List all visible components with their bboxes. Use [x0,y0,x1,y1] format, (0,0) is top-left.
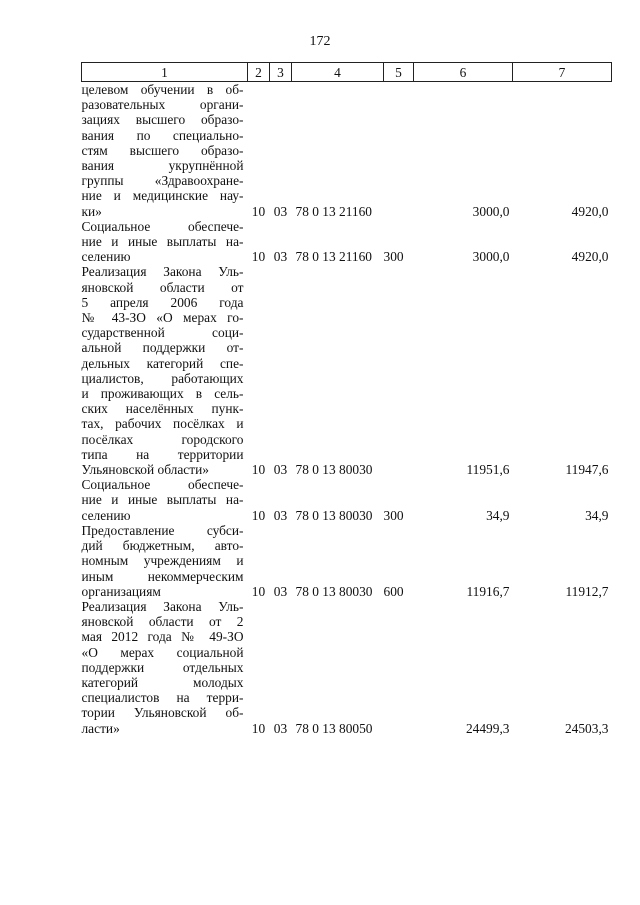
expense-type-code [384,264,414,477]
row-name-line: иным некоммерческим [81,568,244,584]
section-code: 10 [251,507,266,523]
row-name [82,599,248,736]
expense-type-code: 300 [383,507,404,523]
row-name-line: и проживающих в сель- [81,386,244,402]
row-name-line: дельных категорий спе- [81,355,244,371]
row-name-line: Предоставление субси- [81,522,244,538]
row-name-line: целевом обучении в об- [81,82,244,97]
amount-year-1: 3000,0 [472,203,510,219]
row-name-line: организациям [81,583,161,599]
row-name-line: посёлках городского [81,431,244,447]
row-name-line: селению [81,507,131,523]
row-name [82,219,248,265]
row-name-line: яновской области от [81,279,244,295]
row-name-line: типа на территории [81,446,244,462]
row-name [82,264,248,477]
table-header-row [82,63,612,82]
table-row [82,219,612,265]
subsection-code: 03 [273,507,288,523]
row-name-line: номным учреждениям и [81,553,244,569]
expense-type-code: 300 [383,249,404,265]
row-name-line: Социальное обеспече- [81,218,244,234]
row-name [82,477,248,523]
target-item-code: 78 0 13 21160 [295,249,372,265]
amount-year-1: 24499,3 [465,720,510,736]
row-name-line: дий бюджетным, авто- [81,538,244,554]
expense-type-code [384,599,414,736]
table-row [82,82,612,219]
amount-year-1: 11951,6 [466,462,510,478]
row-name-line: разовательных органи- [81,97,244,113]
row-name-line: Социальное обеспече- [81,477,244,493]
section-code: 10 [251,203,266,219]
row-name-line: категорий молодых [81,674,244,690]
expense-type-code [384,82,414,219]
column-header-2: 2 [248,63,270,82]
column-header-7: 7 [513,63,612,82]
amount-year-2: 4920,0 [571,203,609,219]
row-name-line: ние и иные выплаты на- [81,492,244,508]
row-name-line: вания по специально- [81,127,244,143]
row-name-line: поддержки отдельных [81,659,244,675]
row-name-line: мая 2012 года № 49-ЗО [81,629,244,645]
column-header-3: 3 [270,63,292,82]
section-code: 10 [251,249,266,265]
row-name-line: ки» [81,203,102,219]
subsection-code: 03 [273,462,288,478]
amount-year-2: 11947,6 [565,462,609,478]
target-item-code: 78 0 13 80030 [295,462,373,478]
row-name [82,523,248,599]
amount-year-1: 34,9 [486,507,510,523]
row-name-line: специалистов на терри- [81,690,244,706]
budget-table [81,62,612,736]
page-number: 172 [309,34,331,49]
column-header-1: 1 [82,63,248,82]
expense-type-code: 600 [383,583,404,599]
amount-year-2: 11912,7 [565,583,609,599]
row-name-line: селению [81,249,131,265]
subsection-code: 03 [273,249,288,265]
section-code: 10 [251,720,266,736]
column-header-5: 5 [384,63,414,82]
amount-year-1: 11916,7 [466,583,510,599]
amount-year-2: 4920,0 [571,249,609,265]
table-row [82,477,612,523]
row-name-line: ласти» [81,720,120,736]
row-name-line: ние и иные выплаты на- [81,234,244,250]
row-name-line: сударственной соци- [81,325,244,341]
column-header-4: 4 [292,63,384,82]
row-name-line: № 43-ЗО «О мерах го- [81,310,244,326]
table-row [82,264,612,477]
target-item-code: 78 0 13 21160 [295,203,372,219]
section-code: 10 [251,462,266,478]
target-item-code: 78 0 13 80050 [295,720,373,736]
row-name-line: альной поддержки от- [81,340,244,356]
row-name-line: Реализация Закона Уль- [81,598,244,614]
row-name-line: зациях высшего образо- [81,112,244,128]
row-name-line: «О мерах социальной [81,644,244,660]
column-header-6: 6 [414,63,513,82]
amount-year-1: 3000,0 [472,249,510,265]
subsection-code: 03 [273,203,288,219]
row-name-line: ние и медицинские нау- [81,188,244,204]
row-name-line: тах, рабочих посёлках и [81,416,244,432]
table-body [82,82,612,736]
target-item-code: 78 0 13 80030 [295,507,373,523]
table-row [82,599,612,736]
row-name-line: вания укрупнённой [81,158,244,174]
row-name-line: яновской области от 2 [81,614,244,630]
row-name-line: Реализация Закона Уль- [81,264,244,280]
row-name-line: группы «Здравоохране- [81,173,244,189]
amount-year-2: 24503,3 [564,720,609,736]
row-name-line: ских населённых пунк- [81,401,244,417]
table-row [82,523,612,599]
target-item-code: 78 0 13 80030 [295,583,373,599]
subsection-code: 03 [273,583,288,599]
row-name-line: Ульяновской области» [81,462,209,478]
row-name-line: циалистов, работающих [81,370,244,386]
subsection-code: 03 [273,720,288,736]
row-name-line: 5 апреля 2006 года [81,294,244,310]
row-name-line: стям высшего образо- [81,142,244,158]
row-name-line: тории Ульяновской об- [81,705,244,721]
amount-year-2: 34,9 [585,507,609,523]
row-name [82,82,248,219]
section-code: 10 [251,583,266,599]
